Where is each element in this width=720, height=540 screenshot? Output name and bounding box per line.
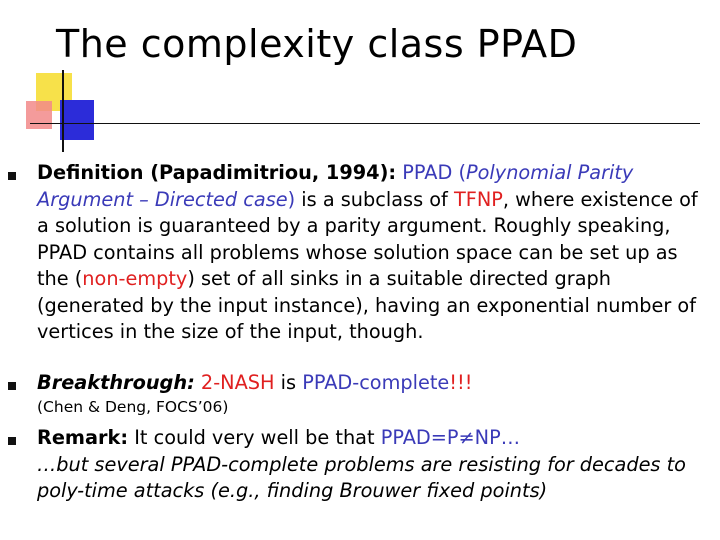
title-underline bbox=[30, 123, 700, 124]
decor-blue-square bbox=[60, 100, 94, 140]
decor-vertical-line bbox=[62, 70, 64, 152]
non-empty-term: non-empty bbox=[82, 267, 188, 290]
paren-close: ) bbox=[287, 187, 296, 211]
exclamations: !!! bbox=[449, 371, 473, 394]
tfnp-term: TFNP bbox=[453, 187, 503, 211]
ppad-term: PPAD bbox=[402, 161, 453, 184]
paren-open: ( bbox=[458, 161, 466, 184]
slide-title: The complexity class PPAD bbox=[56, 22, 578, 66]
remark-text-1: It could very well be that bbox=[134, 426, 375, 449]
two-nash-term: 2-NASH bbox=[200, 371, 275, 394]
remark-heading: Remark: bbox=[37, 426, 129, 449]
ppad-complete-term: PPAD-complete bbox=[302, 371, 450, 394]
bullet-remark bbox=[37, 425, 707, 505]
bullet-breakthrough bbox=[37, 370, 707, 417]
definition-text-3: ) set of all sinks in a suitable directed graph (generated by the input instance), having an exponential number of vertices in the size of the input, though. bbox=[37, 267, 696, 343]
bullet-square-icon bbox=[8, 382, 16, 390]
breakthrough-heading: Breakthrough: bbox=[37, 371, 195, 394]
bullet-definition bbox=[37, 160, 707, 346]
bullet-square-icon bbox=[8, 172, 16, 180]
ppad-expansion: Polynomial Parity Argument – Directed case bbox=[37, 161, 634, 211]
definition-text-1: is a subclass of bbox=[301, 187, 448, 211]
remark-equation: PPAD=P≠NP… bbox=[380, 426, 521, 449]
breakthrough-is: is bbox=[280, 371, 297, 394]
remark-text-2: …but several PPAD-complete problems are resisting for decades to poly-time attacks (e.g., finding Brouwer fixed points) bbox=[37, 452, 686, 502]
bullet-square-icon bbox=[8, 437, 16, 445]
definition-heading: Definition (Papadimitriou, 1994): bbox=[37, 161, 397, 184]
citation: (Chen & Deng, FOCS’06) bbox=[37, 397, 229, 416]
definition-text-2: , where existence of a solution is guaranteed by a parity argument. Roughly speaking, PPAD contains all problems whose solution space can be set up as the ( bbox=[37, 187, 698, 290]
decor-red-square bbox=[26, 101, 52, 129]
